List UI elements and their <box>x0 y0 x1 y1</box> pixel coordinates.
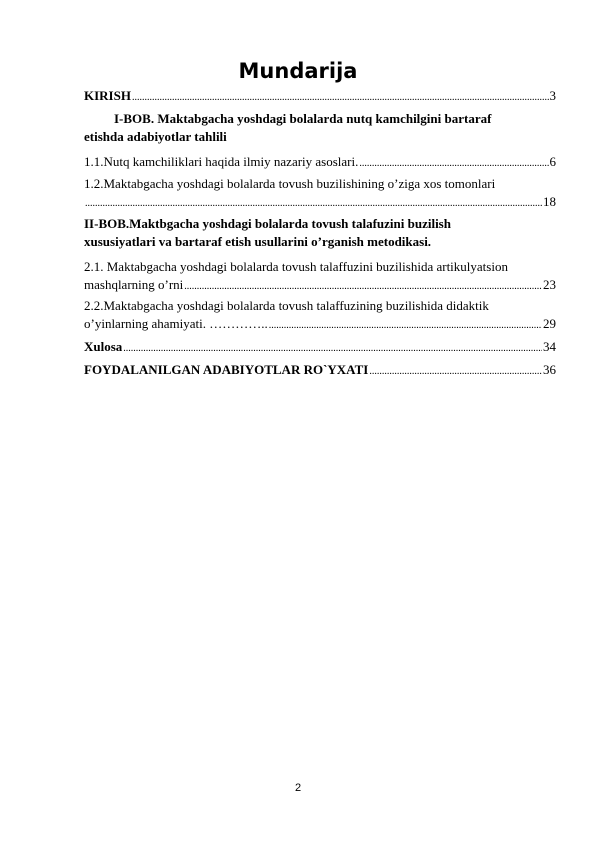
toc-entry-kirish <box>84 87 556 106</box>
toc-entry-1-1 <box>84 153 556 172</box>
toc-entry-xulosa <box>84 338 556 357</box>
dot-leader <box>123 340 542 357</box>
toc-label: 1.1.Nutq kamchiliklari haqida ilmiy nazariy asoslari. <box>84 154 359 169</box>
toc-entry-2-1-line1: 2.1. Maktabgacha yoshdagi bolalarda tovush talaffuzini buzilishida artikulyatsion <box>84 259 508 274</box>
chapter1-heading-line2: etishda adabiyotlar tahlili <box>84 129 227 144</box>
dot-leader <box>269 317 542 334</box>
toc-label: mashqlarning o’rni <box>84 277 184 292</box>
toc-entry-1-2-line2 <box>84 193 556 212</box>
dot-leader <box>132 89 549 106</box>
toc-label: FOYDALANILGAN ADABIYOTLAR RO`YXATI <box>84 362 369 377</box>
toc-label: o’yinlarning ahamiyati. ………….. <box>84 316 268 331</box>
toc-label: KIRISH <box>84 88 131 103</box>
page-number: 2 <box>294 782 302 794</box>
toc-page-number: 29 <box>543 316 556 331</box>
toc-page-number: 18 <box>543 194 556 209</box>
dot-leader <box>369 363 542 380</box>
toc-page-number: 36 <box>543 362 556 377</box>
toc-label: Xulosa <box>84 339 123 354</box>
chapter1-heading-line1: I-BOB. Maktabgacha yoshdagi bolalarda nutq kamchilgini bartaraf <box>114 111 492 126</box>
toc-page-number: 34 <box>543 339 556 354</box>
chapter2-heading-line1: II-BOB.Maktbgacha yoshdagi bolalarda tovush talafuzini buzilish <box>84 216 451 231</box>
toc-page-number: 23 <box>543 277 556 292</box>
toc-entry-foydalanilgan <box>84 361 556 380</box>
toc-entry-2-1-line2 <box>84 276 556 295</box>
toc-entry-2-2-line1: 2.2.Maktabgacha yoshdagi bolalarda tovush talaffuzining buzilishida didaktik <box>84 298 489 313</box>
page-title: Mundarija <box>238 59 358 83</box>
chapter2-heading-line2: xususiyatlari va bartaraf etish usullarini o’rganish metodikasi. <box>84 234 432 249</box>
toc-entry-2-2-line2 <box>84 315 556 334</box>
toc-page-number: 3 <box>549 88 556 103</box>
dot-leader <box>184 278 542 295</box>
dot-leader <box>85 195 542 212</box>
toc-page-number: 6 <box>549 154 556 169</box>
toc-entry-1-2-line1: 1.2.Maktabgacha yoshdagi bolalarda tovush buzilishining o’ziga xos tomonlari <box>84 176 496 191</box>
dot-leader <box>359 155 548 172</box>
